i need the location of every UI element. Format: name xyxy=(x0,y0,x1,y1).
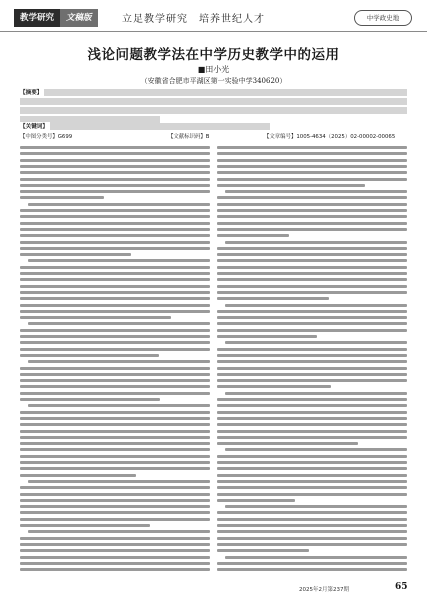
body-text-line xyxy=(217,442,358,445)
body-text-line xyxy=(217,253,407,256)
body-text-line xyxy=(20,146,210,149)
body-text-line xyxy=(20,184,210,187)
body-text-line xyxy=(217,474,407,477)
body-text-line xyxy=(217,524,407,527)
body-text-line xyxy=(20,178,210,181)
body-text-line xyxy=(20,341,210,344)
body-text-line xyxy=(20,436,210,439)
body-text-line xyxy=(217,159,407,162)
body-text-line xyxy=(20,304,210,307)
body-text-line xyxy=(20,329,210,332)
body-text-line xyxy=(217,152,407,155)
body-text-line xyxy=(28,203,210,206)
body-text-line xyxy=(20,165,210,168)
body-text-line xyxy=(225,392,407,395)
body-text-line xyxy=(20,379,210,382)
body-text-line xyxy=(20,297,210,300)
body-text-line xyxy=(20,467,210,470)
page-header xyxy=(0,0,427,32)
body-text-line xyxy=(20,266,210,269)
journal-logo-mark: 中学政史地 xyxy=(354,10,412,26)
body-text-line xyxy=(20,430,210,433)
body-text-line xyxy=(20,373,210,376)
body-text-line xyxy=(217,234,289,237)
body-text-line xyxy=(20,493,210,496)
classification-row xyxy=(20,131,407,141)
body-text-line xyxy=(28,404,210,407)
body-text-line xyxy=(20,455,210,458)
body-text-line xyxy=(20,524,150,527)
author-affiliation: （安徽省合肥市平湖区第一实验中学340620） xyxy=(140,77,287,85)
body-text-line xyxy=(225,190,407,193)
body-text-line xyxy=(20,285,210,288)
body-text-line xyxy=(217,404,407,407)
body-text-line xyxy=(28,259,210,262)
body-text-line xyxy=(217,203,407,206)
body-text-line xyxy=(217,562,407,565)
body-text-line xyxy=(217,486,407,489)
body-text-line xyxy=(20,556,210,559)
body-text-line xyxy=(20,398,160,401)
body-text-line xyxy=(217,543,407,546)
body-text-line xyxy=(20,486,210,489)
body-text-line xyxy=(20,423,210,426)
body-text-line xyxy=(20,461,210,464)
body-text-line xyxy=(217,493,407,496)
journal-motto: 立足教学研究 培养世纪人才 xyxy=(122,14,265,25)
issue-date: 2025年2月第237期 xyxy=(299,587,349,593)
body-text-line xyxy=(217,537,407,540)
body-text-line xyxy=(28,530,210,533)
body-text-line xyxy=(20,562,210,565)
body-text-line xyxy=(217,417,407,420)
body-text-line xyxy=(217,367,407,370)
body-text-line xyxy=(217,511,407,514)
body-text-line xyxy=(225,556,407,559)
body-text-line xyxy=(20,234,210,237)
body-text-line xyxy=(217,423,407,426)
body-text-line xyxy=(20,272,210,275)
body-text-line xyxy=(20,411,210,414)
body-text-line xyxy=(217,228,407,231)
body-text-line xyxy=(20,222,210,225)
body-text-line xyxy=(20,499,210,502)
body-text-line xyxy=(28,322,210,325)
body-text-line xyxy=(217,259,407,262)
keywords-text-line xyxy=(20,123,270,130)
abstract-text-line xyxy=(20,107,407,114)
body-text-line xyxy=(217,360,407,363)
body-text-line xyxy=(20,568,210,571)
body-text-line xyxy=(217,291,407,294)
body-text-line xyxy=(217,411,407,414)
body-text-line xyxy=(20,385,210,388)
body-text-line xyxy=(20,228,210,231)
body-text-line xyxy=(217,568,407,571)
column-sub-label: 文稿版 xyxy=(60,9,98,27)
article-author: ■田小光 xyxy=(197,65,230,74)
body-text-line xyxy=(20,215,210,218)
body-text-line xyxy=(28,360,210,363)
body-text-line xyxy=(20,190,210,193)
body-text-line xyxy=(217,215,407,218)
body-text-line xyxy=(20,518,210,521)
body-text-line xyxy=(217,278,407,281)
article-number: 【文章编号】1005-4634（2025）02-00002-00065 xyxy=(264,134,396,140)
body-text-line xyxy=(20,448,210,451)
body-text-line xyxy=(20,241,210,244)
body-text-line xyxy=(217,329,407,332)
body-text-line xyxy=(20,247,210,250)
body-text-line xyxy=(217,480,407,483)
body-text-line xyxy=(225,304,407,307)
body-text-line xyxy=(225,505,407,508)
column-tag xyxy=(14,9,98,27)
body-text-line xyxy=(20,316,171,319)
keywords-label: 【关键词】 xyxy=(20,124,48,130)
body-text-line xyxy=(217,398,407,401)
body-text-line xyxy=(225,448,407,451)
body-text-line xyxy=(217,354,407,357)
body-text-line xyxy=(217,530,407,533)
body-text-line xyxy=(28,480,210,483)
body-text-line xyxy=(225,341,407,344)
body-text-line xyxy=(217,430,407,433)
body-text-line xyxy=(20,171,210,174)
body-text-line xyxy=(217,297,329,300)
body-text-line xyxy=(217,171,407,174)
body-text-line xyxy=(20,159,210,162)
body-text-line xyxy=(20,196,104,199)
body-text-line xyxy=(217,184,365,187)
body-text-line xyxy=(20,310,210,313)
abstract-text-line xyxy=(20,89,407,96)
body-text-line xyxy=(217,467,407,470)
body-text-line xyxy=(217,455,407,458)
body-text-line xyxy=(217,385,331,388)
body-text-line xyxy=(20,511,210,514)
body-text-line xyxy=(217,335,317,338)
body-text-line xyxy=(20,348,210,351)
body-text-line xyxy=(217,146,407,149)
body-text-line xyxy=(217,518,407,521)
body-text-line xyxy=(20,537,210,540)
abstract-label: 【摘要】 xyxy=(20,90,43,96)
body-text-line xyxy=(20,442,210,445)
column-label: 教学研究 xyxy=(14,9,60,27)
body-text-line xyxy=(217,222,407,225)
article-title: 浅论问题教学法在中学历史教学中的运用 xyxy=(87,47,340,63)
body-text-line xyxy=(20,505,210,508)
document-code: 【文献标识码】B xyxy=(168,134,210,140)
body-text-line xyxy=(217,461,407,464)
body-text-line xyxy=(217,373,407,376)
body-text-line xyxy=(225,241,407,244)
body-text-line xyxy=(217,209,407,212)
body-text-line xyxy=(217,272,407,275)
body-text-line xyxy=(20,549,210,552)
body-text-line xyxy=(20,278,210,281)
abstract-text-line xyxy=(20,98,407,105)
body-text-line xyxy=(217,266,407,269)
body-text-line xyxy=(20,354,159,357)
body-text-line xyxy=(20,152,210,155)
body-text-line xyxy=(20,417,210,420)
body-text-line xyxy=(20,367,210,370)
body-text-line xyxy=(217,436,407,439)
body-text-line xyxy=(20,291,210,294)
body-text-line xyxy=(217,348,407,351)
body-text-line xyxy=(20,335,210,338)
body-text-line xyxy=(217,196,407,199)
body-text-line xyxy=(20,543,210,546)
body-text-line xyxy=(217,499,295,502)
body-text-line xyxy=(217,165,407,168)
body-text-line xyxy=(217,285,407,288)
body-text-line xyxy=(20,209,210,212)
body-text-line xyxy=(217,247,407,250)
body-text-line xyxy=(217,549,309,552)
body-text-line xyxy=(217,316,407,319)
body-text-line xyxy=(20,392,210,395)
body-text-line xyxy=(20,253,131,256)
body-text-line xyxy=(20,474,136,477)
clc-number: 【中图分类号】G699 xyxy=(20,134,73,140)
body-text-line xyxy=(217,310,407,313)
page-number: 65 xyxy=(395,582,408,592)
body-text-line xyxy=(217,178,407,181)
body-text-line xyxy=(217,379,407,382)
body-text-line xyxy=(217,322,407,325)
